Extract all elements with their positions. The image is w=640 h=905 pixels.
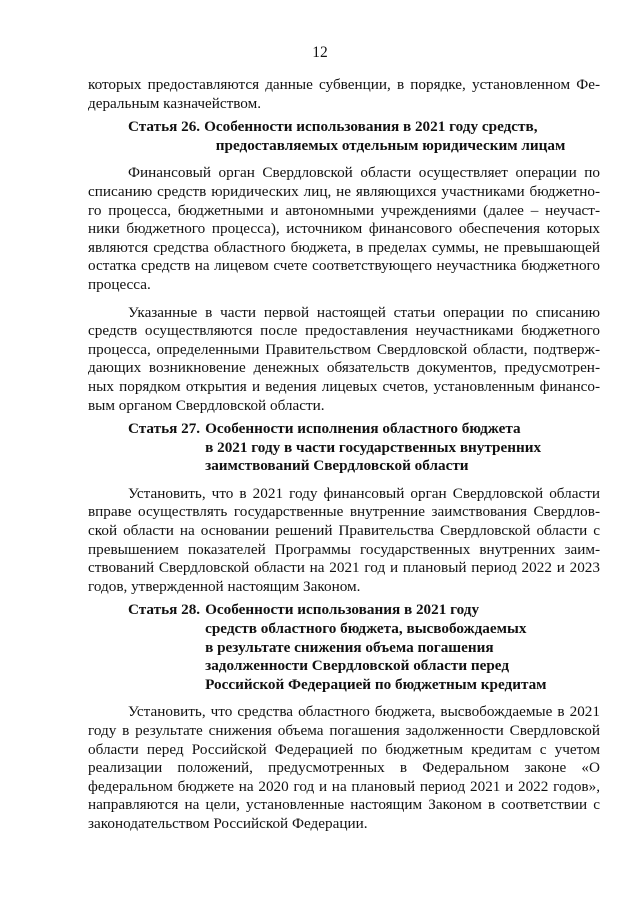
article-26-title-line: Особенности использования в 2021 году средств, (204, 118, 538, 136)
article-26-title-line: предоставляемых отдельным юридическим лицам (215, 136, 566, 154)
article-28-number: Статья 28. (128, 601, 201, 619)
article-28-title-line: Особенности использования в 2021 году (205, 601, 480, 619)
article-26-number: Статья 26. (128, 118, 201, 136)
article-26-title (205, 118, 600, 155)
document-body (88, 76, 600, 834)
article-27-heading (88, 420, 600, 476)
article-27-title (205, 420, 600, 476)
article-28-heading (88, 601, 600, 694)
article-27-title-line: заимствований Свердловской области (205, 457, 469, 475)
article-26-heading (88, 118, 600, 155)
article-27-number: Статья 27. (128, 420, 201, 438)
paragraph-continuation: которых предоставляются данные субвенции, в порядке, установленном Федеральным казначейством. (88, 76, 600, 112)
article-28-title-line: задолженности Свердловской области перед (205, 657, 510, 675)
article-27-title-line: в 2021 году в части государственных внутренних (205, 438, 542, 456)
article-28-title-line: в результате снижения объема погашения (205, 638, 494, 656)
article-28-title-line: средств областного бюджета, высвобождаемых (205, 620, 527, 638)
article-28-title (205, 601, 600, 694)
article-28-paragraph: Установить, что средства областного бюджета, высвобождаемые в 2021 году в результате снижения объема погашения задолженности Свердловской области перед Российской Федерацией по бюджетным кредитам с учетом реализации положений, предусмотренных в Федеральном законе «О федеральном бюджете на 2020 год и на плановый период 2021 и 2022 годов», направляются на цели, установленные настоящим Законом в соответствии с законодательством Российской Федерации. (88, 703, 600, 832)
article-26-paragraph-2: Указанные в части первой настоящей статьи операции по списанию средств осуществляются после предоставления неучастниками бюджетного процесса, определенными Правительством Свердловской области, подтверждающих возникновение денежных обязательств документов, предусмотренных порядком открытия и ведения лицевых счетов, установленным финансовым органом Свердловской области. (88, 303, 600, 414)
article-28-title-line: Российской Федерацией по бюджетным кредитам (205, 675, 547, 693)
article-27-title-line: Особенности исполнения областного бюджета (205, 420, 521, 438)
page-number: 12 (312, 44, 328, 61)
article-26-paragraph-1: Финансовый орган Свердловской области осуществляет операции по списанию средств юридических лиц, не являющихся участниками бюджетного процесса, бюджетными и автономными учреждениями (далее – неучастники бюджетного процесса), источником финансового обеспечения которых являются средства областного бюджета, в пределах суммы, не превышающей остатка средств на лицевом счете соответствующего неучастника бюджетного процесса. (88, 164, 600, 293)
article-27-paragraph: Установить, что в 2021 году финансовый орган Свердловской области вправе осуществлять государственные внутренние заимствования Свердловской области на основании решений Правительства Свердловской области с превышением показателей Программы государственных внутренних заимствований Свердловской области на 2021 год и плановый период 2022 и 2023 годов, утвержденной настоящим Законом. (88, 484, 600, 595)
